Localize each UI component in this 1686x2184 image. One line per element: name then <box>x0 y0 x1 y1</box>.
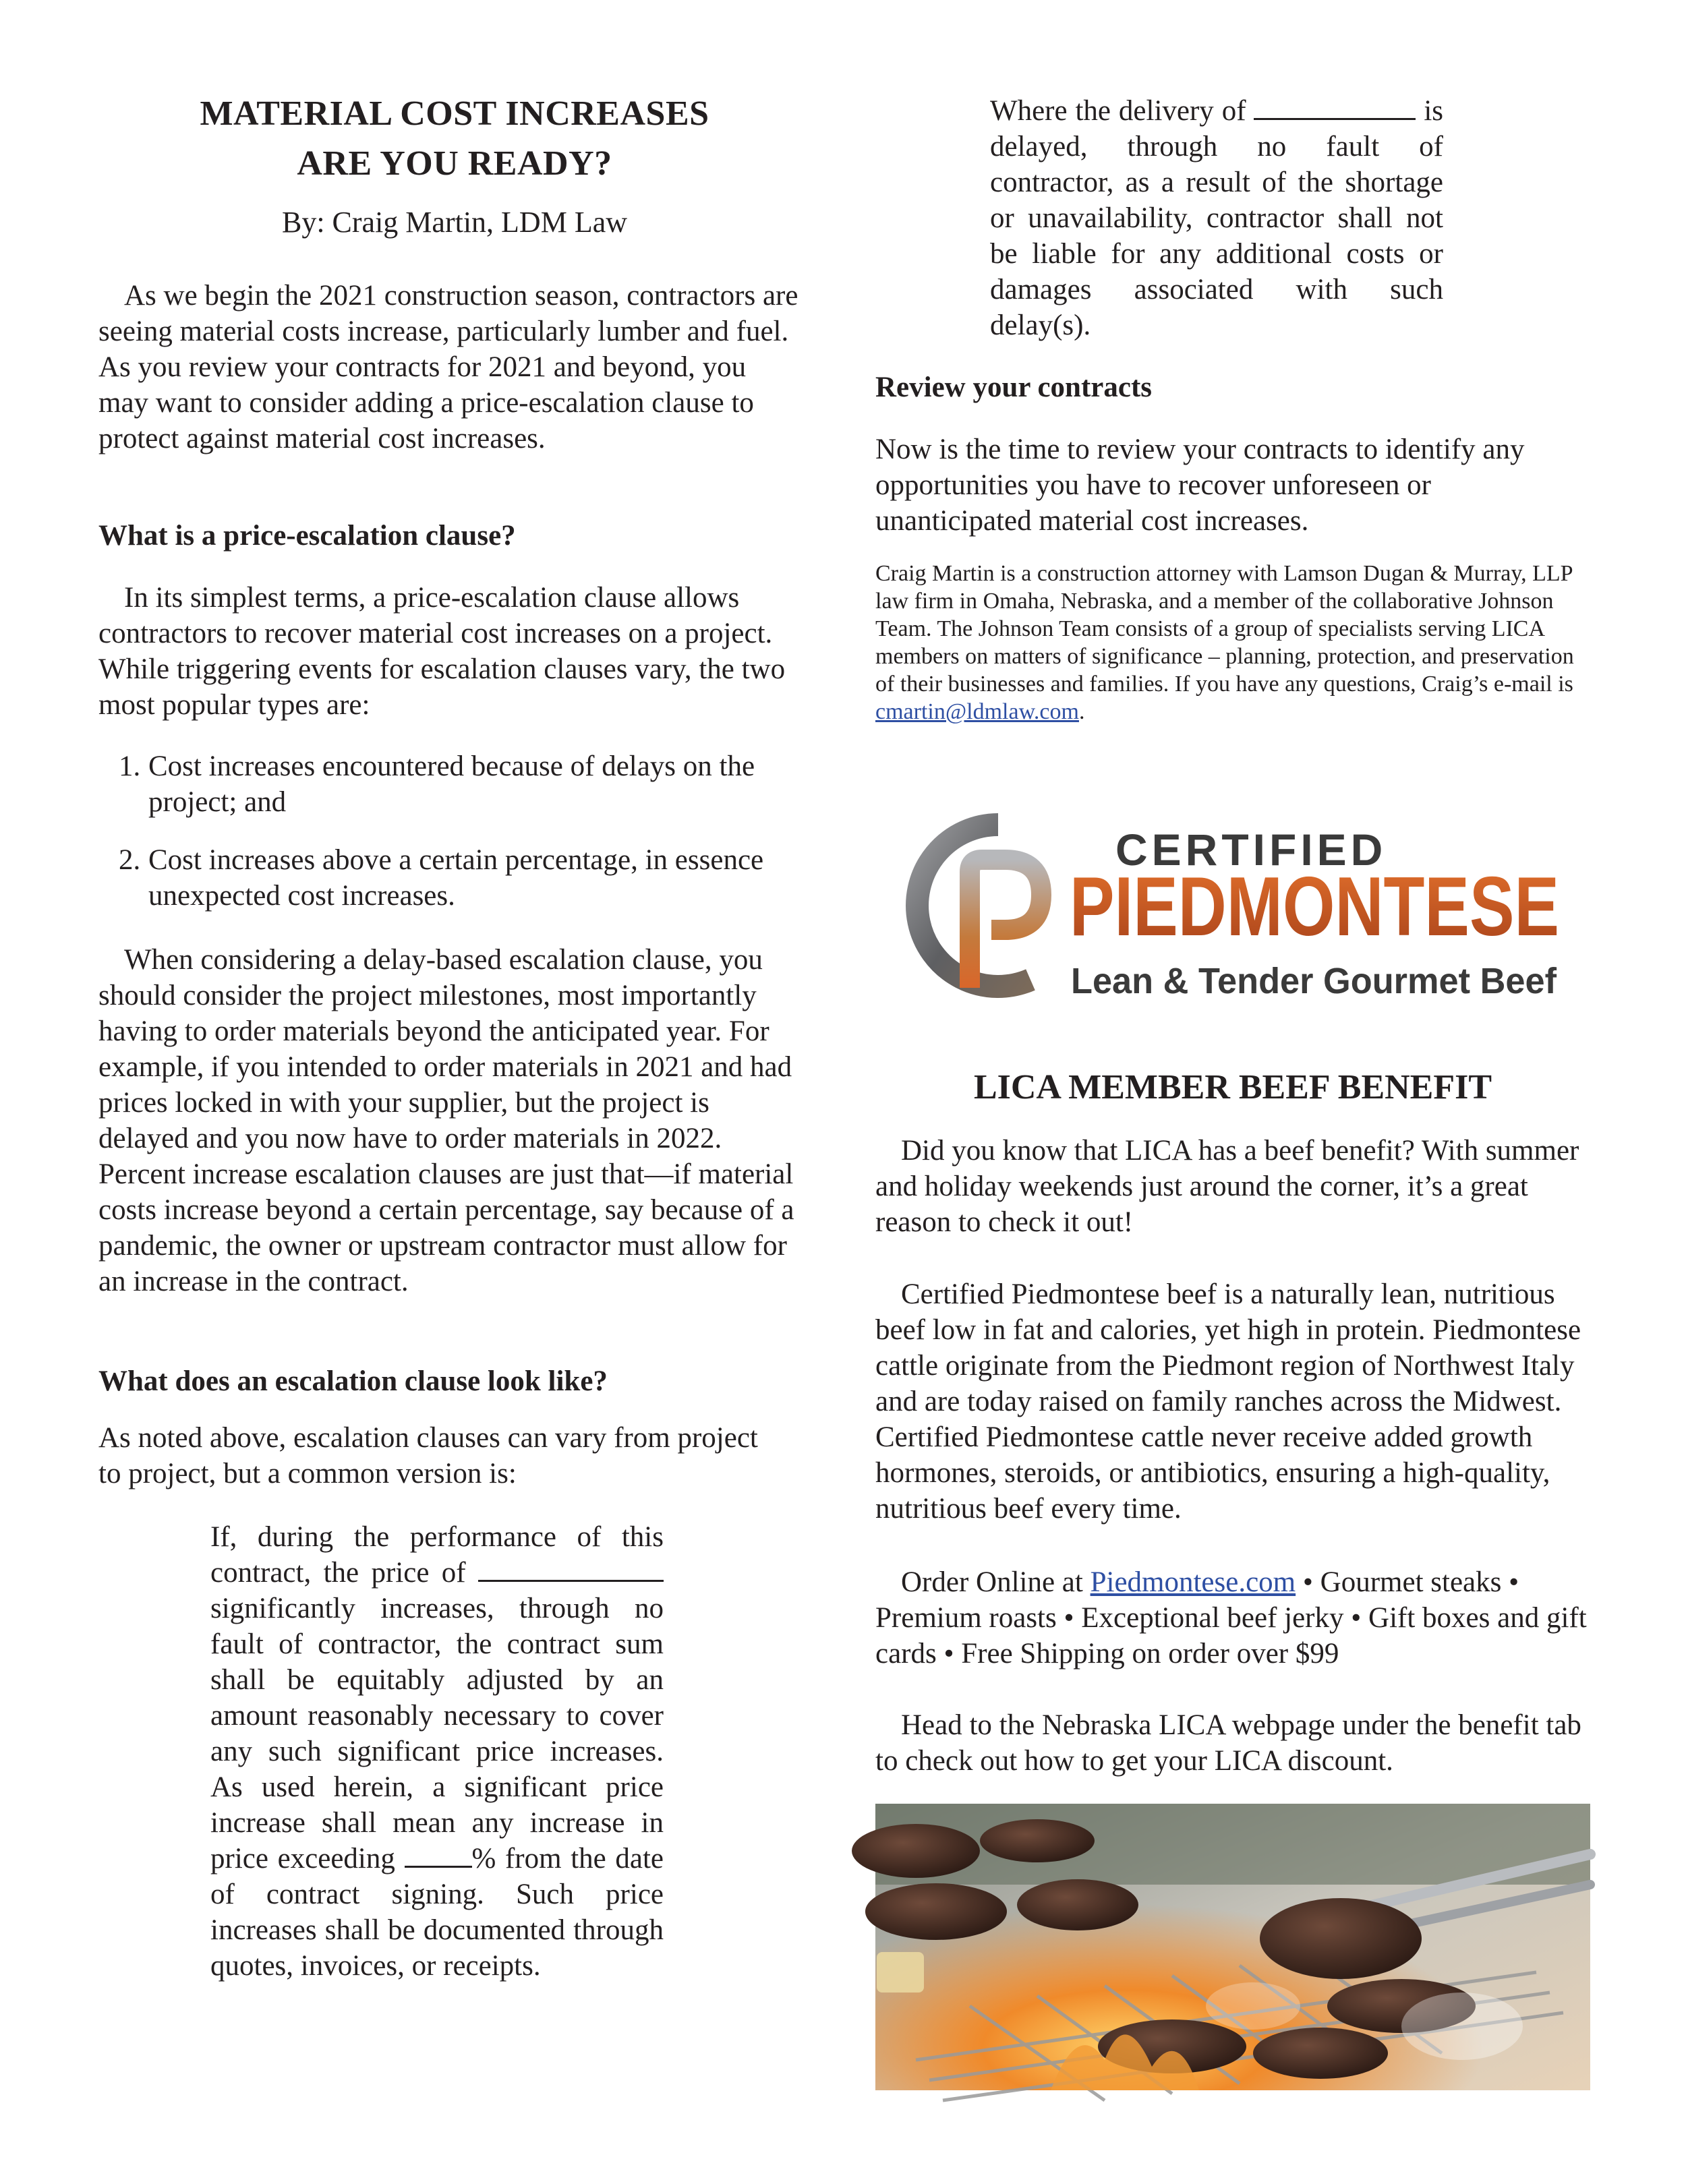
clause-text: significantly increases, through no fault of contractor, the contract sum shall be equitably adjusted by an amount reasonably necessary to cover any such significant price increases. As used herein, a significant price increase shall mean any increase in price exceeding <box>210 1593 664 1875</box>
fill-in-blank-delivery <box>1254 94 1416 120</box>
escalation-types-list <box>98 748 800 914</box>
delay-clause-example <box>990 93 1443 343</box>
heading-what-is-clause: What is a price-escalation clause? <box>98 520 516 552</box>
fill-in-blank-material <box>478 1556 664 1582</box>
list-text: Cost increases above a certain percentage, in essence unexpected cost increases. <box>148 844 764 912</box>
article-title <box>98 89 811 189</box>
clause-text: % from the date of contract signing. Such price increases shall be documented through quotes, invoices, or receipts. <box>210 1843 664 1982</box>
logo-tagline-text: Lean & Tender Gourmet Beef <box>1071 961 1557 1001</box>
grill-illustration <box>875 1804 1590 2090</box>
clause-text: is delayed, through no fault of contractor, as a result of the shortage or unavailability, contractor shall not be liable for any additional costs or damages associated with such delay(s). <box>990 95 1444 341</box>
escalation-clause-example <box>210 1519 664 1984</box>
piedmontese-website-link[interactable]: Piedmontese.com <box>1090 1566 1296 1598</box>
list-number: 2. <box>119 844 141 876</box>
order-text: Order Online at <box>901 1566 1083 1598</box>
delay-based-paragraph: When considering a delay-based escalation clause, you should consider the project milestones, most importantly having to order materials beyond the anticipated year. For example, if you intended to order materials in 2021 and had prices locked in with your supplier, but the project is delayed and you now have to order materials in 2022. Percent increase escalation clauses are just that—if material costs increase beyond a certain percentage, say because of a pandemic, the owner or upstream contractor must allow for an increase in the contract. <box>98 944 794 1297</box>
p-letter-shape <box>970 860 1041 988</box>
beef-benefit-heading: LICA MEMBER BEEF BENEFIT <box>973 1068 1492 1106</box>
heading-what-does-clause-look-like: What does an escalation clause look like? <box>98 1365 608 1397</box>
logo-brand-text: PIEDMONTESE <box>1070 860 1559 953</box>
cp-emblem <box>897 806 1565 1015</box>
fill-in-blank-percentage <box>405 1841 472 1868</box>
title-line-1: MATERIAL COST INCREASES <box>200 94 709 133</box>
author-bio <box>875 560 1583 726</box>
bio-end: . <box>1078 699 1085 724</box>
logo-certified-text: CERTIFIED <box>1115 825 1387 875</box>
review-paragraph: Now is the time to review your contracts to identify any opportunities you have to recover unforeseen or unanticipated material cost increases. <box>875 434 1525 537</box>
clause-text: If, during the performance of this contract, the price of <box>210 1521 664 1589</box>
beef-description-paragraph: Certified Piedmontese beef is a naturally lean, nutritious beef low in fat and calories, yet high in protein. Piedmontese cattle originate from the Piedmont region of Northwest Italy and are today raised on family ranches across the Midwest. Certified Piedmontese cattle never receive added growth hormones, steroids, or antibiotics, ensuring a high-quality, nutritious beef every time. <box>875 1278 1581 1525</box>
order-details-text: • Gourmet steaks • Premium roasts • Exceptional beef jerky • Gift boxes and gift cards • Free Shipping on order over $99 <box>875 1566 1587 1670</box>
certified-piedmontese-logo <box>897 806 1565 1015</box>
order-online-paragraph <box>875 1564 1590 1672</box>
bio-text: Craig Martin is a construction attorney with Lamson Dugan & Murray, LLP law firm in Omaha, Nebraska, and a member of the collaborative Johnson Team. The Johnson Team consists of a group of specialists serving LICA members on matters of significance – planning, protection, and preservation of their businesses and families. If you have any questions, Craig’s e-mail is <box>875 561 1574 697</box>
byline: By: Craig Martin, LDM Law <box>281 206 628 239</box>
intro-paragraph: As we begin the 2021 construction season, contractors are seeing material costs increase, particularly lumber and fuel. As you review your contracts for 2021 and beyond, you may want to consider adding a price-escalation clause to protect against material cost increases. <box>98 280 798 454</box>
common-version-paragraph: As noted above, escalation clauses can vary from project to project, but a common version is: <box>98 1422 758 1489</box>
list-number: 1. <box>119 750 141 782</box>
list-text: Cost increases encountered because of delays on the project; and <box>148 750 755 818</box>
title-line-2: ARE YOU READY? <box>297 144 612 183</box>
clause-text: Where the delivery of <box>990 95 1246 127</box>
beef-intro-paragraph: Did you know that LICA has a beef benefit? With summer and holiday weekends just around the corner, it’s a great reason to check it out! <box>875 1135 1579 1238</box>
list-item <box>98 748 800 820</box>
definition-paragraph: In its simplest terms, a price-escalation clause allows contractors to recover material cost increases on a project. While triggering events for escalation clauses vary, the two most popular types are: <box>98 582 786 721</box>
discount-paragraph: Head to the Nebraska LICA webpage under the benefit tab to check out how to get your LICA discount. <box>875 1709 1581 1777</box>
list-item <box>98 842 800 914</box>
author-email-link[interactable]: cmartin@ldmlaw.com <box>875 699 1079 724</box>
grill-photo <box>875 1804 1590 2090</box>
heading-review-contracts: Review your contracts <box>875 372 1152 403</box>
